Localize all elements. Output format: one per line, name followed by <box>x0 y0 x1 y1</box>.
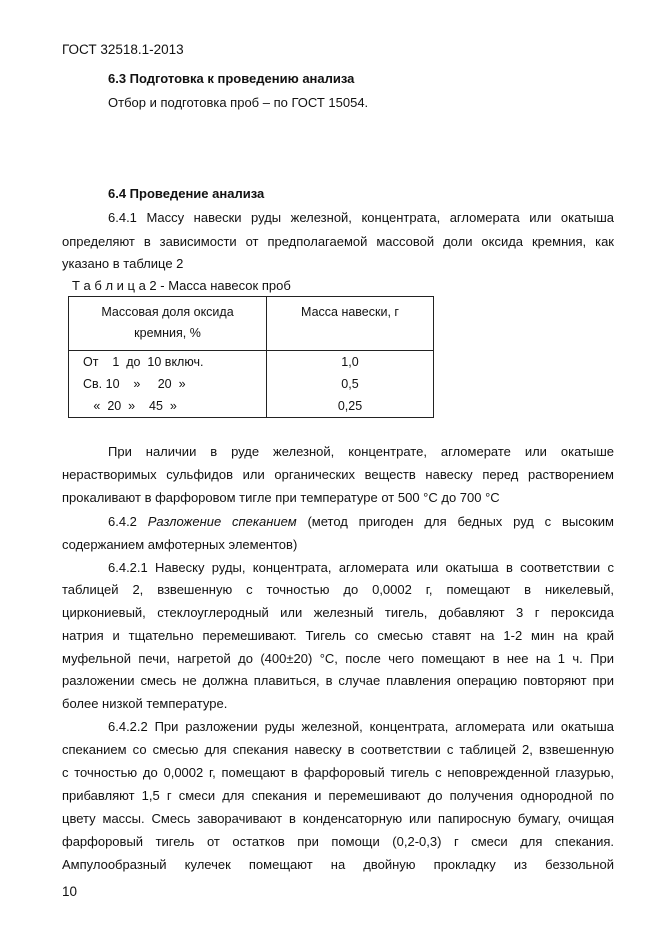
p6422-line: 6.4.2.2 При разложении руды железной, концентрата, агломерата или окатыша <box>108 719 614 734</box>
table-row <box>69 351 434 374</box>
p641-line: указано в таблице 2 <box>62 256 184 271</box>
p641-line: 6.4.1 Массу навески руды железной, концентрата, агломерата или окатыша <box>108 210 614 225</box>
page-number: 10 <box>62 884 78 899</box>
p6422-line: прибавляют 1,5 г смеси для спекания и перемешивают до получения однородной по <box>62 788 614 803</box>
p642-line <box>62 514 614 529</box>
range-cell: От 1 до 10 включ. <box>69 351 267 374</box>
mass-table <box>68 296 434 418</box>
section-6-4-title: 6.4 Проведение анализа <box>108 186 265 201</box>
calcine-line: При наличии в руде железной, концентрате, агломерате или окатыше <box>108 444 614 459</box>
p6422-line: с точностью до 0,0002 г, помещают в фарфоровый тигель с неповрежденной глазурью, <box>62 765 614 780</box>
section-6-3-title: 6.3 Подготовка к проведению анализа <box>108 71 355 86</box>
p642-number: 6.4.2 <box>108 514 137 529</box>
mass-cell: 1,0 <box>267 351 434 374</box>
p6421-line: 6.4.2.1 Навеску руды, концентрата, агломерата или окатыша в соответствии с <box>108 560 614 575</box>
p642-line: содержанием амфотерных элементов) <box>62 537 298 552</box>
p6421-line: разложении смесь не должна плавиться, в случае плавления операцию повторяют при <box>62 673 614 688</box>
header-col1-line1: Массовая доля оксида <box>101 305 234 319</box>
range-cell: « 20 » 45 » <box>69 395 267 418</box>
p6422-line: фарфоровый тигель от остатков при помощи (0,2-0,3) г смеси для спекания. <box>62 834 614 849</box>
mass-cell: 0,5 <box>267 373 434 395</box>
p6421-line: циркониевый, стеклоуглеродный или железный тигель, добавляют 3 г пероксида <box>62 605 614 620</box>
table-row <box>69 395 434 418</box>
table-header-cell <box>267 297 434 351</box>
mass-cell: 0,25 <box>267 395 434 418</box>
calcine-line: нерастворимых сульфидов или органических веществ навеску перед растворением <box>62 467 614 482</box>
p641-line: определяют в зависимости от предполагаемой массовой доли оксида кремния, как <box>62 234 614 249</box>
table-header-cell <box>69 297 267 351</box>
header-col1-line2: кремния, % <box>134 326 201 340</box>
calcine-line: прокаливают в фарфоровом тигле при температуре от 500 °С до 700 °С <box>62 490 500 505</box>
p6421-line: таблицей 2, взвешенную с точностью до 0,0002 г, помещают в никелевый, <box>62 582 614 597</box>
p6421-line: более низкой температуре. <box>62 696 228 711</box>
table-row <box>69 373 434 395</box>
p6422-line: спеканием со смесью для спекания навеску в соответствии с таблицей 2, взвешенную <box>62 742 614 757</box>
p6422-line: цвету массы. Смесь заворачивают в конденсаторную или папиросную бумагу, очищая <box>62 811 614 826</box>
document-header: ГОСТ 32518.1-2013 <box>62 42 184 57</box>
p642-italic-title: Разложение спеканием <box>147 514 297 529</box>
p6421-line: натрия и тщательно перемешивают. Тигель со смесью ставят на 1-2 мин на край <box>62 628 614 643</box>
header-col2: Масса навески, г <box>301 305 399 319</box>
table-caption: Т а б л и ц а 2 - Масса навесок проб <box>72 278 291 293</box>
table-header-row <box>69 297 434 351</box>
range-cell: Св. 10 » 20 » <box>69 373 267 395</box>
p6421-line: муфельной печи, нагретой до (400±20) °С, после чего помещают в нее на 1 ч. При <box>62 651 614 666</box>
p642-text: (метод пригоден для бедных руд с высоким <box>307 514 614 529</box>
p6422-line: Ампулообразный кулечек помещают на двойную прокладку из беззольной <box>62 857 614 872</box>
section-6-3-text: Отбор и подготовка проб – по ГОСТ 15054. <box>108 95 369 110</box>
